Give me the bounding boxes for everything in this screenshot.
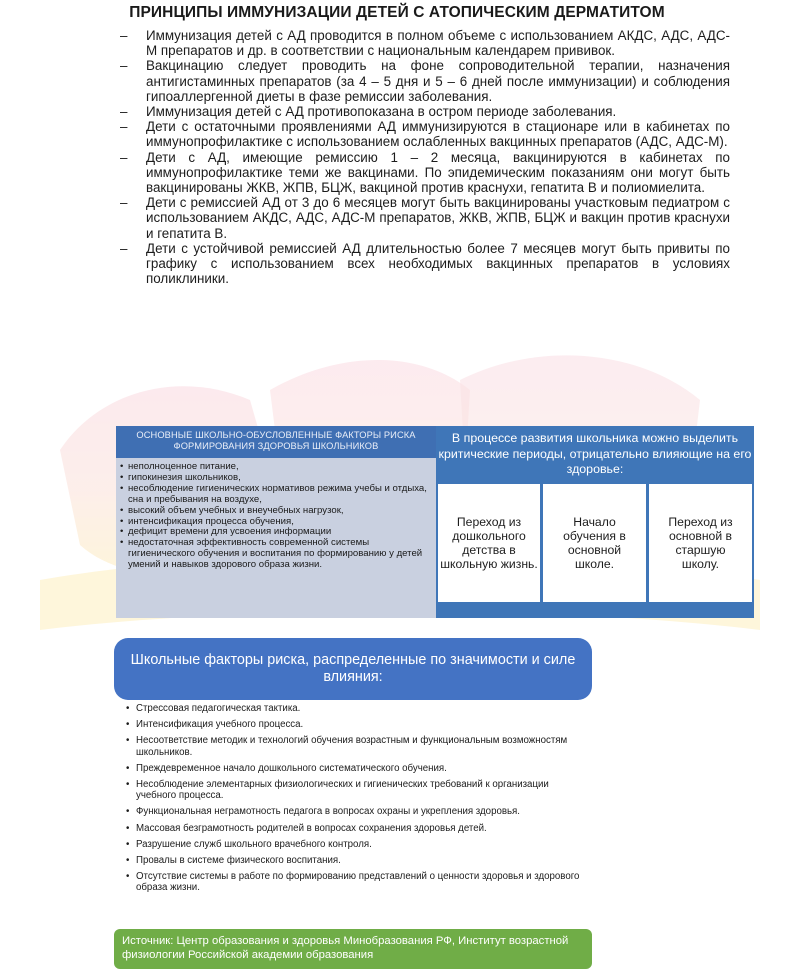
school-factors-panel <box>116 426 436 618</box>
school-factors-list <box>120 462 432 571</box>
critical-period-card: Переход из основной в старшую школу. <box>649 484 752 602</box>
page-title: ПРИНЦИПЫ ИММУНИЗАЦИИ ДЕТЕЙ С АТОПИЧЕСКИМ ДЕРМАТИТОМ <box>129 4 665 21</box>
list-item: • Преждевременное начало дошкольного систематического обучения. <box>124 763 584 774</box>
critical-period-card: Переход из дошкольного детства в школьную жизнь. <box>438 484 540 602</box>
critical-periods-panel <box>436 426 754 618</box>
list-item: • Отсутствие системы в работе по формированию представлений о ценности здоровья и здорового образа жизни. <box>124 871 584 893</box>
list-item: • несоблюдение гигиенических нормативов режима учебы и отдыха, сна и пребывания на воздухе, <box>120 484 432 506</box>
list-item: • Несоответствие методик и технологий обучения возрастным и функциональным возможностям школьников. <box>124 735 584 757</box>
list-item: • Массовая безграмотность родителей в вопросах сохранения здоровья детей. <box>124 823 584 834</box>
list-item: • Провалы в системе физического воспитания. <box>124 855 584 866</box>
list-item: • Интенсификация учебного процесса. <box>124 719 584 730</box>
list-item: • гипокинезия школьников, <box>120 473 432 484</box>
source-note: Источник: Центр образования и здоровья Минобразования РФ, Институт возрастной физиологии Российской академии образования <box>114 929 592 969</box>
list-dash: – <box>120 149 128 165</box>
list-item: – Дети с устойчивой ремиссией АД длительностью более 7 месяцев могут быть привиты по графику с использованием всех необходимых вакцинных препаратов в условиях поликлиники. <box>120 240 730 287</box>
list-item: • интенсификация процесса обучения, <box>120 517 432 528</box>
list-item: – Иммунизация детей с АД проводится в полном объеме с использованием АКДС, АДС, АДС-М препаратов и др. в соответствии с национальным календарем прививок. <box>120 28 730 59</box>
list-item: • Функциональная неграмотность педагога в вопросах охраны и укрепления здоровья. <box>124 806 584 817</box>
list-dash: – <box>120 58 128 74</box>
list-dash: – <box>120 28 128 43</box>
list-item: • неполноценное питание, <box>120 462 432 473</box>
list-dash: – <box>120 195 128 211</box>
school-factors-heading: ОСНОВНЫЕ ШКОЛЬНО-ОБУСЛОВЛЕННЫЕ ФАКТОРЫ РИСКА ФОРМИРОВАНИЯ ЗДОРОВЬЯ ШКОЛЬНИКОВ <box>116 426 436 458</box>
list-dash: – <box>120 104 128 120</box>
immunization-principles-list <box>118 28 730 286</box>
list-item: – Дети с остаточными проявлениями АД иммунизируются в стационаре или в кабинетах по иммунопрофилактике с использованием ослабленных вакцинных препаратов (АДС, АДС-М). <box>120 119 730 150</box>
list-item: – Иммунизация детей с АД противопоказана в остром периоде заболевания. <box>120 104 617 120</box>
list-item: • Разрушение служб школьного врачебного контроля. <box>124 839 584 850</box>
list-item: – Дети с ремиссией АД от 3 до 6 месяцев могут быть вакцинированы участковым педиатром с использованием АКДС, АДС, АДС-М препаратов, ЖКВ, ЖПВ, БЦЖ и вакцин против краснухи и гепатита В. <box>120 195 730 241</box>
list-item: • Несоблюдение элементарных физиологических и гигиенических требований к организации учебного процесса. <box>124 779 584 801</box>
list-item: • Стрессовая педагогическая тактика. <box>124 703 584 714</box>
list-item: • недостаточная эффективность современной системы гигиенического обучения и воспитания по формированию у детей умений и навыков здорового образа жизни. <box>120 538 432 571</box>
list-dash: – <box>120 240 128 256</box>
list-item: • высокий объем учебных и внеучебных нагрузок, <box>120 506 432 517</box>
risk-factors-list <box>124 703 584 899</box>
list-dash: – <box>120 119 128 135</box>
list-item: – Дети с АД, имеющие ремиссию 1 – 2 месяца, вакцинируются в кабинетах по иммунопрофилактике теми же вакцинами. По эпидемическим показаниям они могут быть вакцинированы ЖКВ, ЖПВ, БЦЖ, вакциной против краснухи, гепатита В и полиомиелита. <box>120 149 730 196</box>
list-item: – Вакцинацию следует проводить на фоне сопроводительной терапии, назначения антигистаминных препаратов (за 4 – 5 дня и 5 – 6 дней после иммунизации) и соблюдения гипоаллергенной диеты в фазе ремиссии заболевания. <box>120 58 730 104</box>
list-item: • дефицит времени для усвоения информации <box>120 527 432 538</box>
risk-factors-heading: Школьные факторы риска, распределенные по значимости и силе влияния: <box>114 638 592 700</box>
critical-periods-heading: В процессе развития школьника можно выделить критические периоды, отрицательно влияющие на его здоровье: <box>438 431 752 476</box>
critical-period-card: Начало обучения в основной школе. <box>543 484 646 602</box>
